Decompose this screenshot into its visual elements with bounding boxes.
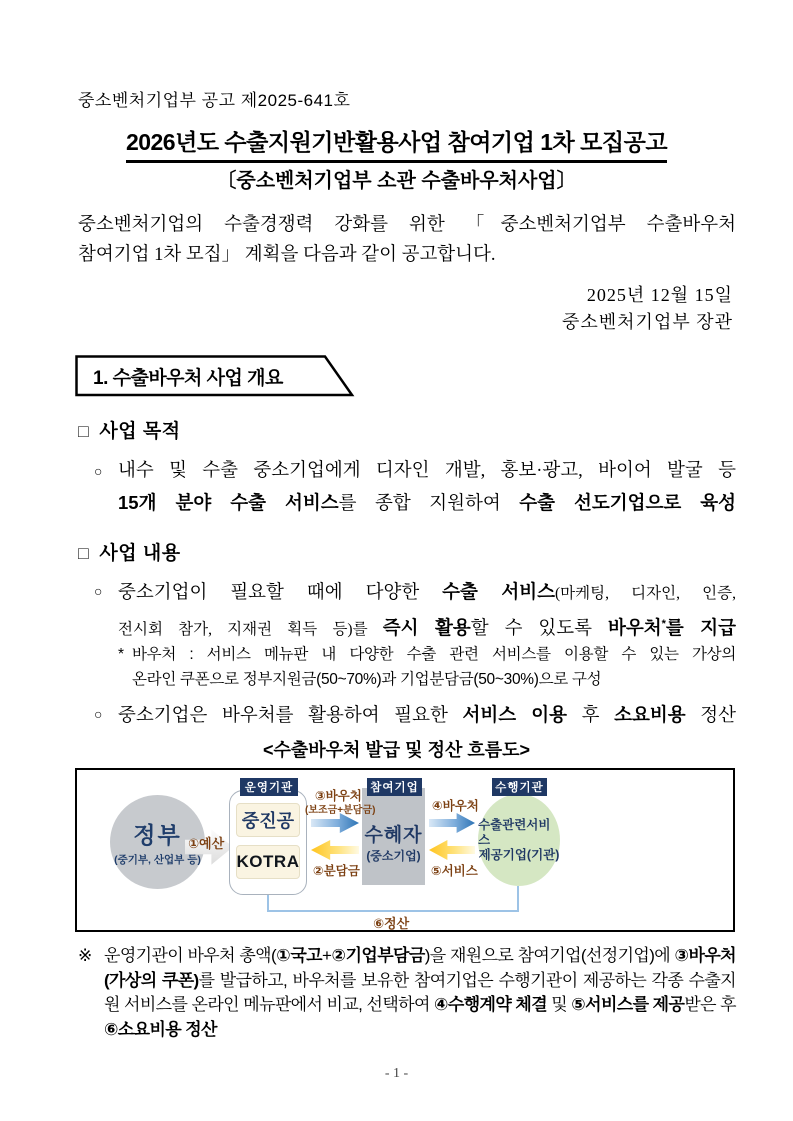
c1-reg4: 할 수 있도록 — [470, 619, 608, 640]
voucher3-label: ③바우처 — [315, 789, 362, 803]
fn-seg5: )을 재원으로 참여기업(선정기업)에 — [424, 946, 675, 965]
fn-seg2: ①국고 — [276, 946, 322, 965]
intro-paragraph — [78, 210, 736, 270]
circle-bullet-icon: ○ — [94, 708, 103, 723]
settlement-line-horizontal — [267, 910, 519, 912]
fn-seg8: ④수행계약 체결 — [434, 995, 548, 1014]
content-heading-row — [78, 538, 181, 565]
voucher3-sublabel: (보조금+분담금) — [305, 805, 376, 816]
document-subtitle: 〔중소벤처기업부 소관 수출바우처사업〕 — [216, 170, 577, 192]
c1-reg2: (마케팅, 디자인, 인증, — [555, 585, 737, 602]
provider-line2: 제공기업(기관) — [478, 847, 560, 862]
page-number: - 1 - — [384, 1066, 409, 1081]
reference-marker: ※ — [78, 946, 92, 965]
square-marker-icon: □ — [78, 543, 90, 563]
c2-reg1: 중소기업은 바우처를 활용하여 필요한 — [118, 706, 463, 726]
service-provider-node — [478, 794, 560, 886]
org-smes-box: 중진공 — [236, 803, 300, 837]
title-row — [0, 124, 793, 163]
content-bullet-1 — [94, 576, 737, 645]
fn-seg3: + — [321, 946, 332, 965]
voucher4-arrow-icon — [429, 813, 475, 833]
beneficiary-subtitle: (중소기업) — [366, 848, 421, 863]
notice-number: 중소벤처기업부 공고 제2025-641호 — [78, 91, 351, 110]
section-banner-title: 1. 수출바우처 사업 개요 — [93, 368, 283, 389]
org-kotra-box: KOTRA — [236, 845, 300, 879]
note-line1: 바우처 : 서비스 메뉴판 내 다양한 수출 관련 서비스를 이용할 수 있는 가상의 — [132, 646, 736, 663]
c2-reg2: 후 — [567, 706, 615, 726]
announcement-date: 2025년 12월 15일 — [586, 285, 733, 305]
purpose-line2 — [118, 487, 736, 520]
circle-bullet-icon: ○ — [94, 585, 103, 600]
performer-tab: 수행기관 — [492, 778, 547, 796]
fn-seg12: ⑥소요비용 정산 — [104, 1019, 217, 1039]
c1-reg1: 중소기업이 필요할 때에 다양한 — [118, 583, 443, 603]
voucher-footnote — [118, 642, 736, 692]
purpose-bold1: 15개 분야 수출 서비스 — [118, 492, 339, 513]
voucher3-arrow-icon — [311, 813, 359, 833]
budget-label: ①예산 — [188, 836, 225, 851]
document-title: 2026년도 수출지원기반활용사업 참여기업 1차 모집공고 — [126, 124, 667, 163]
c1-reg3: 전시회 참가, 지재권 획득 등)를 — [118, 621, 383, 639]
content-heading: 사업 내용 — [99, 543, 181, 564]
government-subtitle: (중기부, 산업부 등) — [114, 854, 201, 866]
asterisk-marker: * — [118, 646, 124, 663]
voucher4-label: ④바우처 — [432, 799, 479, 813]
content1-line1 — [118, 576, 736, 609]
provider-line1: 수출관련서비스 — [478, 817, 551, 847]
note-line2: 온라인 쿠폰으로 정부지원금(50~70%)과 기업분담금(50~30%)으로 구성 — [132, 671, 602, 688]
c2-bold1: 서비스 이용 — [462, 704, 567, 725]
bottom-footnote — [78, 944, 737, 1042]
government-title: 정부 — [133, 822, 182, 848]
settle6-label: ⑥정산 — [373, 916, 410, 931]
purpose-heading: 사업 목적 — [99, 421, 181, 442]
signer: 중소벤처기업부 장관 — [562, 312, 733, 332]
beneficiary-title: 수혜자 — [364, 824, 423, 846]
fn-seg1: 운영기관이 바우처 총액( — [104, 946, 277, 965]
diagram-caption: <수출바우처 발급 및 정산 흐름도> — [262, 740, 531, 760]
settlement-line-right — [517, 886, 519, 912]
fn-seg11: 받은 후 — [684, 995, 736, 1014]
service5-label: ⑤서비스 — [431, 864, 478, 878]
fn-seg10: ⑤서비스를 제공 — [571, 995, 685, 1014]
voucher-flow-diagram — [75, 768, 735, 932]
c1-bold4: 를 지급 — [665, 617, 736, 639]
share2-arrow-icon — [311, 840, 359, 860]
intro-line2: 참여기업 1차 모집」 계획을 다음과 같이 공고합니다. — [78, 245, 496, 265]
c1-bold1: 수출 서비스 — [442, 581, 556, 602]
purpose-reg1: 를 종합 지원하여 — [338, 494, 520, 514]
fn-seg4: ②기업부담금 — [331, 946, 425, 965]
share2-label: ②분담금 — [313, 864, 360, 878]
c1-bold3: 바우처 — [608, 617, 662, 639]
square-marker-icon: □ — [78, 421, 90, 441]
service5-arrow-icon — [429, 840, 475, 860]
fn-seg6: ③바우처(가상의 쿠폰) — [104, 946, 737, 990]
c1-bold2: 즉시 활용 — [382, 617, 471, 639]
purpose-bullet — [94, 456, 736, 520]
c2-bold2: 소요비용 — [614, 704, 686, 725]
content1-line2 — [118, 609, 736, 645]
circle-bullet-icon: ○ — [94, 465, 103, 480]
intro-line1: 중소벤처기업의 수출경쟁력 강화를 위한 「중소벤처기업부 수출바우처 — [78, 215, 736, 235]
purpose-line1: 내수 및 수출 중소기업에게 디자인 개발, 홍보·광고, 바이어 발굴 등 — [118, 461, 736, 481]
fn-seg9: 및 — [547, 995, 572, 1014]
purpose-bold2: 수출 선도기업으로 육성 — [519, 492, 736, 513]
purpose-heading-row — [78, 416, 181, 443]
content-bullet-2 — [94, 699, 737, 732]
participant-tab: 참여기업 — [367, 778, 422, 796]
section-banner — [75, 355, 355, 397]
voucher-asterisk: * — [661, 618, 666, 630]
content2-line — [118, 699, 736, 732]
operating-agency-tab: 운영기관 — [240, 778, 298, 796]
fn-seg7: 를 발급하고, 바우처를 보유한 참여기업은 수행기관이 제공하는 각종 수출지원 서비스를 온라인 메뉴판에서 비교, 선택하여 — [104, 970, 737, 1014]
c2-reg3: 정산 — [685, 706, 737, 726]
